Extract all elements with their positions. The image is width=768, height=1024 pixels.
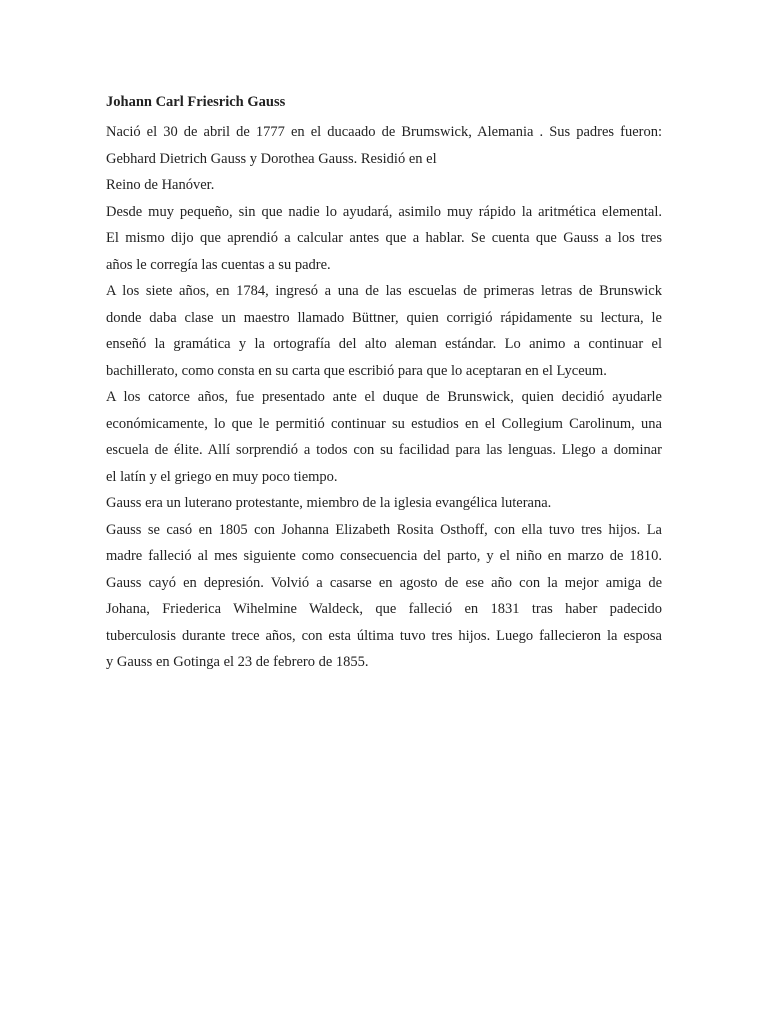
- paragraph-line: y Gauss en Gotinga el 23 de febrero de 1855.: [106, 654, 369, 670]
- paragraph-line: Gauss se casó en 1805 con Johanna Elizabeth Rosita Osthoff, con ella tuvo tres hijos. La: [106, 521, 662, 538]
- paragraph-line: Johana, Friederica Wihelmine Waldeck, que falleció en 1831 tras haber padecido: [106, 601, 662, 617]
- paragraph-line: bachillerato, como consta en su carta que escribió para que lo aceptaran en el Lyceum.: [106, 362, 607, 379]
- paragraph: [106, 199, 662, 279]
- paragraph-line: económicamente, lo que le permitió continuar su estudios en el Collegium Carolinum, una: [106, 415, 662, 432]
- paragraph: [106, 278, 662, 384]
- paragraph-line: tuberculosis durante trece años, con esta última tuvo tres hijos. Luego fallecieron la esposa: [106, 627, 662, 644]
- paragraph-line: Reino de Hanóver.: [106, 177, 215, 193]
- paragraph: [106, 384, 662, 490]
- paragraph-line: El mismo dijo que aprendió a calcular antes que a hablar. Se cuenta que Gauss a los tres: [106, 230, 662, 246]
- paragraph-line: el latín y el griego en muy poco tiempo.: [106, 468, 338, 485]
- document-body: [106, 119, 662, 676]
- paragraph: [106, 517, 662, 676]
- paragraph-line: Gauss era un luterano protestante, miembro de la iglesia evangélica luterana.: [106, 495, 552, 511]
- paragraph-line: madre falleció al mes siguiente como consecuencia del parto, y el niño en marzo de 1810.: [106, 548, 662, 564]
- paragraph-line: Gauss cayó en depresión. Volvió a casarse en agosto de ese año con la mejor amiga de: [106, 574, 662, 591]
- paragraph-line: Nació el 30 de abril de 1777 en el ducaado de Brumswick, Alemania . Sus padres fueron:: [106, 124, 662, 140]
- paragraph-line: donde daba clase un maestro llamado Büttner, quien corrigió rápidamente su lectura, le: [106, 309, 662, 326]
- paragraph-line: escuela de élite. Allí sorprendió a todos con su facilidad para las lenguas. Llego a dominar: [106, 442, 662, 458]
- paragraph: [106, 490, 662, 517]
- paragraph-line: años le corregía las cuentas a su padre.: [106, 256, 331, 273]
- paragraph-line: A los siete años, en 1784, ingresó a una de las escuelas de primeras letras de Brunswick: [106, 283, 662, 299]
- paragraph-line: Desde muy pequeño, sin que nadie lo ayudará, asimilo muy rápido la aritmética elemental.: [106, 203, 662, 220]
- paragraph-line: A los catorce años, fue presentado ante el duque de Brunswick, quien decidió ayudarle: [106, 389, 662, 405]
- document-title: Johann Carl Friesrich Gauss: [106, 94, 286, 110]
- paragraph-line: Gebhard Dietrich Gauss y Dorothea Gauss. Residió en el: [106, 150, 437, 167]
- paragraph: [106, 119, 662, 199]
- paragraph-line: enseñó la gramática y la ortografía del alto aleman estándar. Lo animo a continuar el: [106, 336, 662, 352]
